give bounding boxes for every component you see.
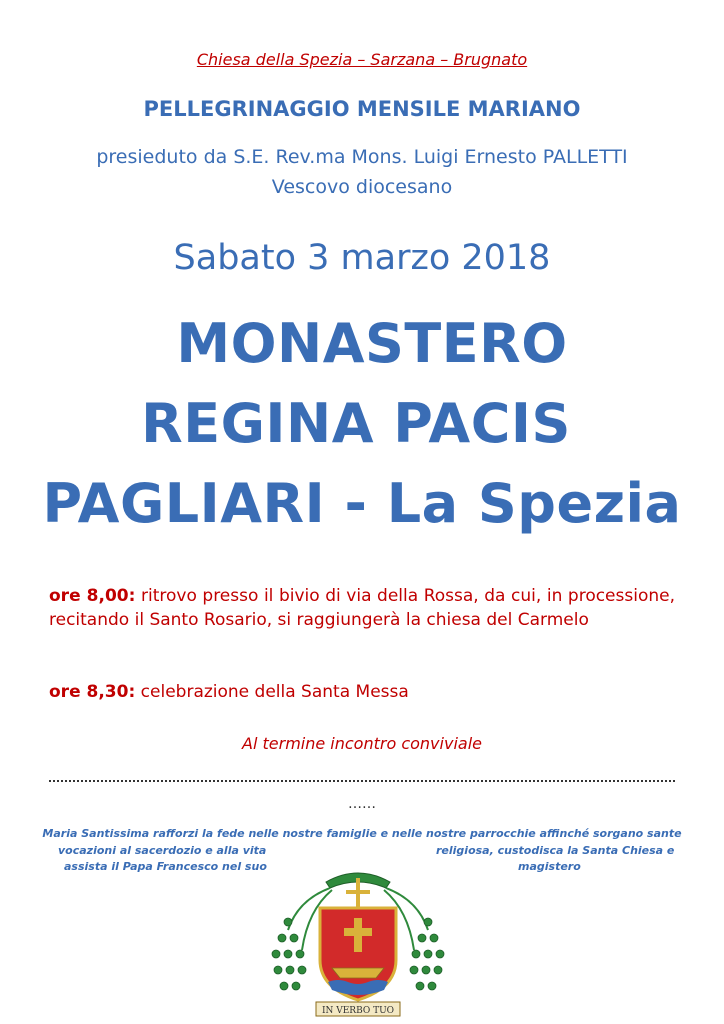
dotted-separator (49, 768, 675, 782)
program-time: ore 8,00: (49, 586, 136, 606)
venue-line-1: MONASTERO (176, 312, 568, 375)
prayer-line-1: Maria Santissima rafforzi la fede nelle nostre famiglie e nelle nostre parrocchie affinché sorgano sante (42, 827, 682, 840)
presided-by: presieduto da S.E. Rev.ma Mons. Luigi Ernesto PALLETTI (96, 146, 628, 168)
event-date: Sabato 3 marzo 2018 (173, 238, 551, 278)
program-item (49, 584, 675, 632)
prayer-line-3-right: magistero (518, 860, 581, 873)
program-item (49, 680, 675, 704)
bishop-role: Vescovo diocesano (271, 176, 453, 198)
prayer-line-3-left: assista il Papa Francesco nel suo (64, 860, 267, 873)
program-time: ore 8,30: (49, 682, 136, 702)
event-series-title: PELLEGRINAGGIO MENSILE MARIANO (143, 97, 581, 121)
short-separator: …… (348, 796, 376, 812)
program-text: celebrazione della Santa Messa (140, 682, 409, 702)
prayer-line-2-left: vocazioni al sacerdozio e alla vita (58, 844, 267, 857)
prayer-line-2-right: religiosa, custodisca la Santa Chiesa e (436, 844, 675, 857)
coat-motto: IN VERBO TUO (321, 1006, 395, 1016)
venue-line-3: PAGLIARI - La Spezia (42, 472, 682, 535)
venue-line-2: REGINA PACIS (141, 392, 571, 455)
program-text: ritrovo presso il bivio di via della Rossa, da cui, in processione, recitando il Santo Rosario, si raggiungerà la chiesa del Carmelo (49, 586, 675, 630)
coat-of-arms-icon (268, 860, 448, 1020)
closing-note: Al termine incontro conviviale (242, 734, 482, 753)
diocese-name: Chiesa della Spezia – Sarzana – Brugnato (196, 50, 528, 69)
